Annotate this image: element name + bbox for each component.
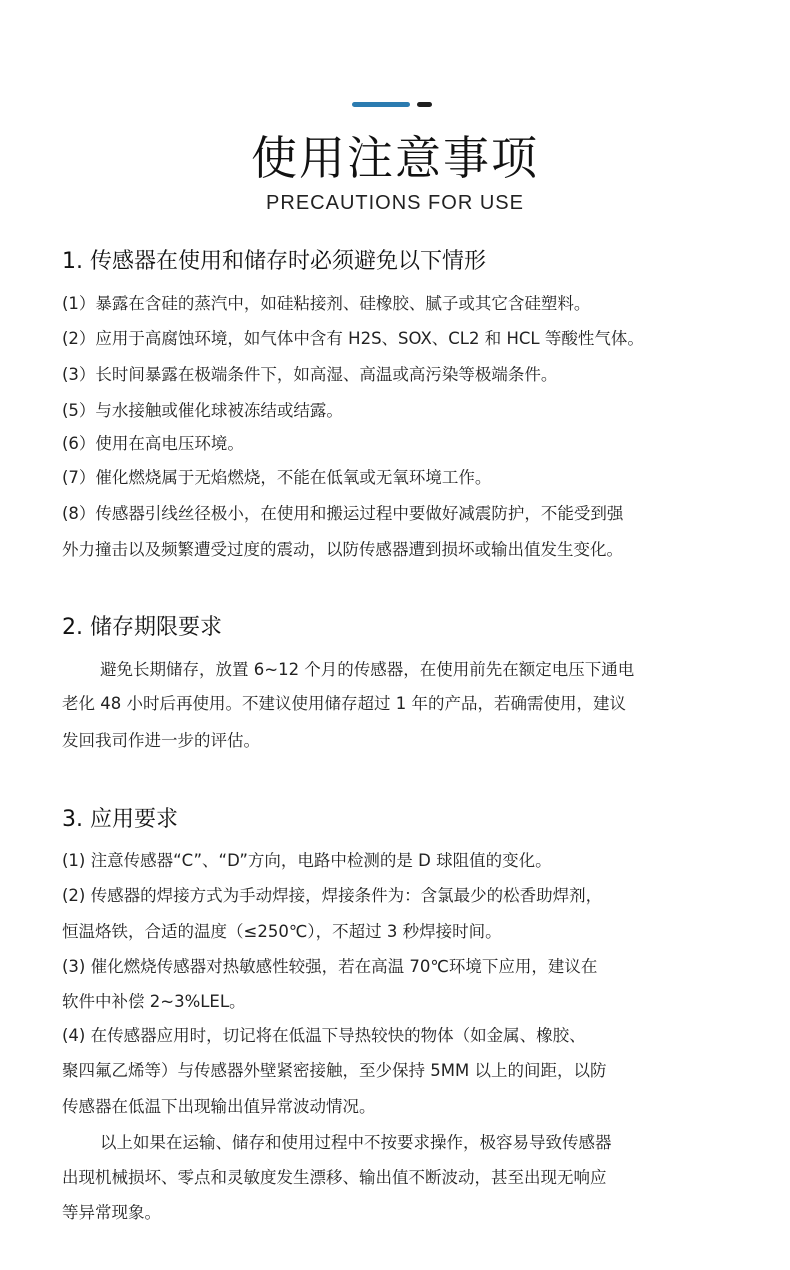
- section-3-line: (4) 在传感器应用时，切记将在低温下导热较快的物体（如金属、橡胶、: [62, 1026, 586, 1045]
- section-2-heading: 2. 储存期限要求: [62, 615, 222, 640]
- section-3-line: (2) 传感器的焊接方式为手动焊接，焊接条件为：含氯最少的松香助焊剂，: [62, 886, 603, 905]
- section-3-line: 恒温烙铁，合适的温度（≤250℃），不超过 3 秒焊接时间。: [62, 922, 502, 941]
- section-3-line: (1) 注意传感器“C”、“D”方向，电路中检测的是 D 球阻值的变化。: [62, 851, 552, 870]
- section-1-heading: 1. 传感器在使用和储存时必须避免以下情形: [62, 249, 486, 274]
- section-1-line: (3）长时间暴露在极端条件下，如高湿、高温或高污染等极端条件。: [62, 365, 558, 384]
- section-2-line: 避免长期储存，放置 6~12 个月的传感器，在使用前先在额定电压下通电: [100, 660, 635, 679]
- section-3-line: 传感器在低温下出现输出值异常波动情况。: [62, 1097, 376, 1116]
- page-subtitle: PRECAUTIONS FOR USE: [266, 192, 524, 214]
- section-3-line: 软件中补偿 2~3%LEL。: [62, 992, 246, 1011]
- section-3-heading: 3. 应用要求: [62, 807, 178, 832]
- section-3-summary-line: 出现机械损坏、零点和灵敏度发生漂移、输出值不断波动，甚至出现无响应: [62, 1168, 607, 1187]
- section-1-line: (7）催化燃烧属于无焰燃烧，不能在低氧或无氧环境工作。: [62, 468, 492, 487]
- section-1-line: (5）与水接触或催化球被冻结或结露。: [62, 401, 343, 420]
- section-1-line: (1）暴露在含硅的蒸汽中，如硅粘接剂、硅橡胶、腻子或其它含硅塑料。: [62, 294, 591, 313]
- title-accent-bar: [352, 102, 410, 107]
- section-1-line: (6）使用在高电压环境。: [62, 434, 244, 453]
- section-2-line: 发回我司作进一步的评估。: [62, 731, 260, 750]
- title-accent-dash: [417, 102, 432, 107]
- page-title: 使用注意事项: [251, 131, 539, 185]
- section-3-line: (3) 催化燃烧传感器对热敏感性较强，若在高温 70℃环境下应用，建议在: [62, 957, 598, 976]
- section-3-line: 聚四氟乙烯等）与传感器外壁紧密接触，至少保持 5MM 以上的间距，以防: [62, 1061, 607, 1080]
- section-1-line: (8）传感器引线丝径极小，在使用和搬运过程中要做好减震防护，不能受到强: [62, 504, 624, 523]
- section-3-summary-line: 等异常现象。: [62, 1203, 161, 1222]
- section-2-line: 老化 48 小时后再使用。不建议使用储存超过 1 年的产品，若确需使用，建议: [62, 694, 626, 713]
- section-1-line: 外力撞击以及频繁遭受过度的震动，以防传感器遭到损坏或输出值发生变化。: [62, 540, 623, 559]
- section-3-summary-line: 以上如果在运输、储存和使用过程中不按要求操作，极容易导致传感器: [100, 1133, 612, 1152]
- section-1-line: (2）应用于高腐蚀环境，如气体中含有 H2S、SOX、CL2 和 HCL 等酸性气体。: [62, 329, 644, 348]
